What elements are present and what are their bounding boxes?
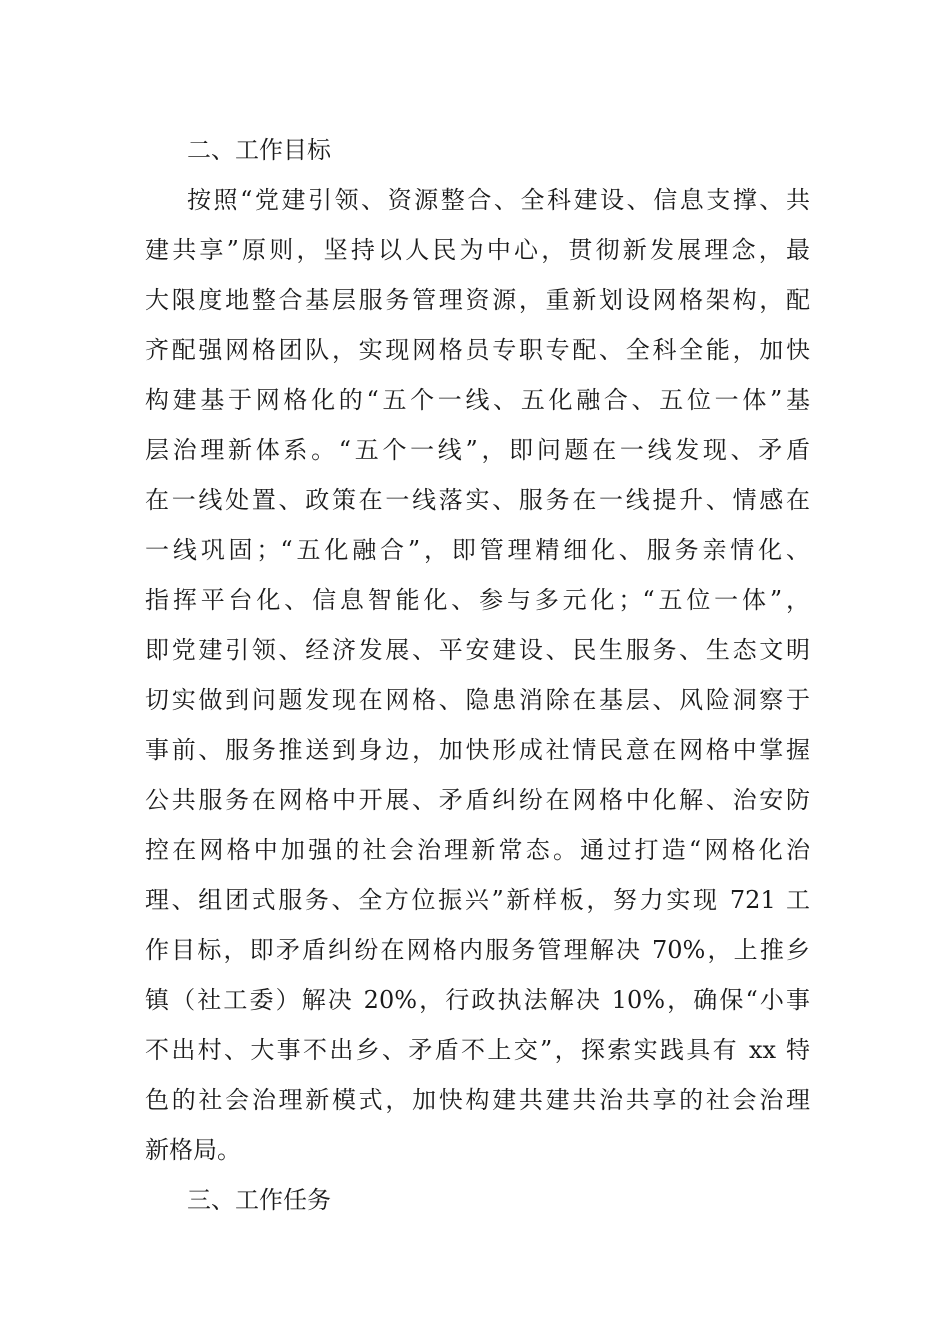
section-heading-goals: 二、工作目标 bbox=[187, 136, 331, 164]
paragraph-line: 构建基于网格化的“五个一线、五化融合、五位一体”基 bbox=[145, 386, 810, 414]
paragraph-line: 一线巩固；“五化融合”，即管理精细化、服务亲情化、 bbox=[145, 536, 810, 564]
paragraph-line: 镇（社工委）解决 20%，行政执法解决 10%，确保“小事 bbox=[145, 986, 810, 1014]
paragraph-line: 新格局。 bbox=[145, 1136, 241, 1164]
paragraph-line: 作目标，即矛盾纠纷在网格内服务管理解决 70%，上推乡 bbox=[145, 936, 810, 964]
paragraph-line: 不出村、大事不出乡、矛盾不上交”，探索实践具有 xx 特 bbox=[145, 1036, 810, 1064]
paragraph-line: 事前、服务推送到身边，加快形成社情民意在网格中掌握 bbox=[145, 736, 810, 764]
section-heading-tasks: 三、工作任务 bbox=[187, 1186, 331, 1214]
paragraph-line: 在一线处置、政策在一线落实、服务在一线提升、情感在 bbox=[145, 486, 810, 514]
paragraph-line: 齐配强网格团队，实现网格员专职专配、全科全能，加快 bbox=[145, 336, 810, 364]
paragraph-line: 控在网格中加强的社会治理新常态。通过打造“网格化治 bbox=[145, 836, 810, 864]
paragraph-line: 切实做到问题发现在网格、隐患消除在基层、风险洞察于 bbox=[145, 686, 810, 714]
paragraph-line: 建共享”原则，坚持以人民为中心，贯彻新发展理念，最 bbox=[145, 236, 810, 264]
paragraph-line: 层治理新体系。“五个一线”，即问题在一线发现、矛盾 bbox=[145, 436, 810, 464]
paragraph-line: 即党建引领、经济发展、平安建设、民生服务、生态文明 bbox=[145, 636, 810, 664]
paragraph-line: 按照“党建引领、资源整合、全科建设、信息支撑、共 bbox=[187, 186, 810, 214]
paragraph-line: 色的社会治理新模式，加快构建共建共治共享的社会治理 bbox=[145, 1086, 810, 1114]
paragraph-line: 指挥平台化、信息智能化、参与多元化；“五位一体”， bbox=[145, 586, 810, 614]
paragraph-line: 理、组团式服务、全方位振兴”新样板，努力实现 721 工 bbox=[145, 886, 810, 914]
paragraph-line: 大限度地整合基层服务管理资源，重新划设网格架构，配 bbox=[145, 286, 810, 314]
paragraph-line: 公共服务在网格中开展、矛盾纠纷在网格中化解、治安防 bbox=[145, 786, 810, 814]
